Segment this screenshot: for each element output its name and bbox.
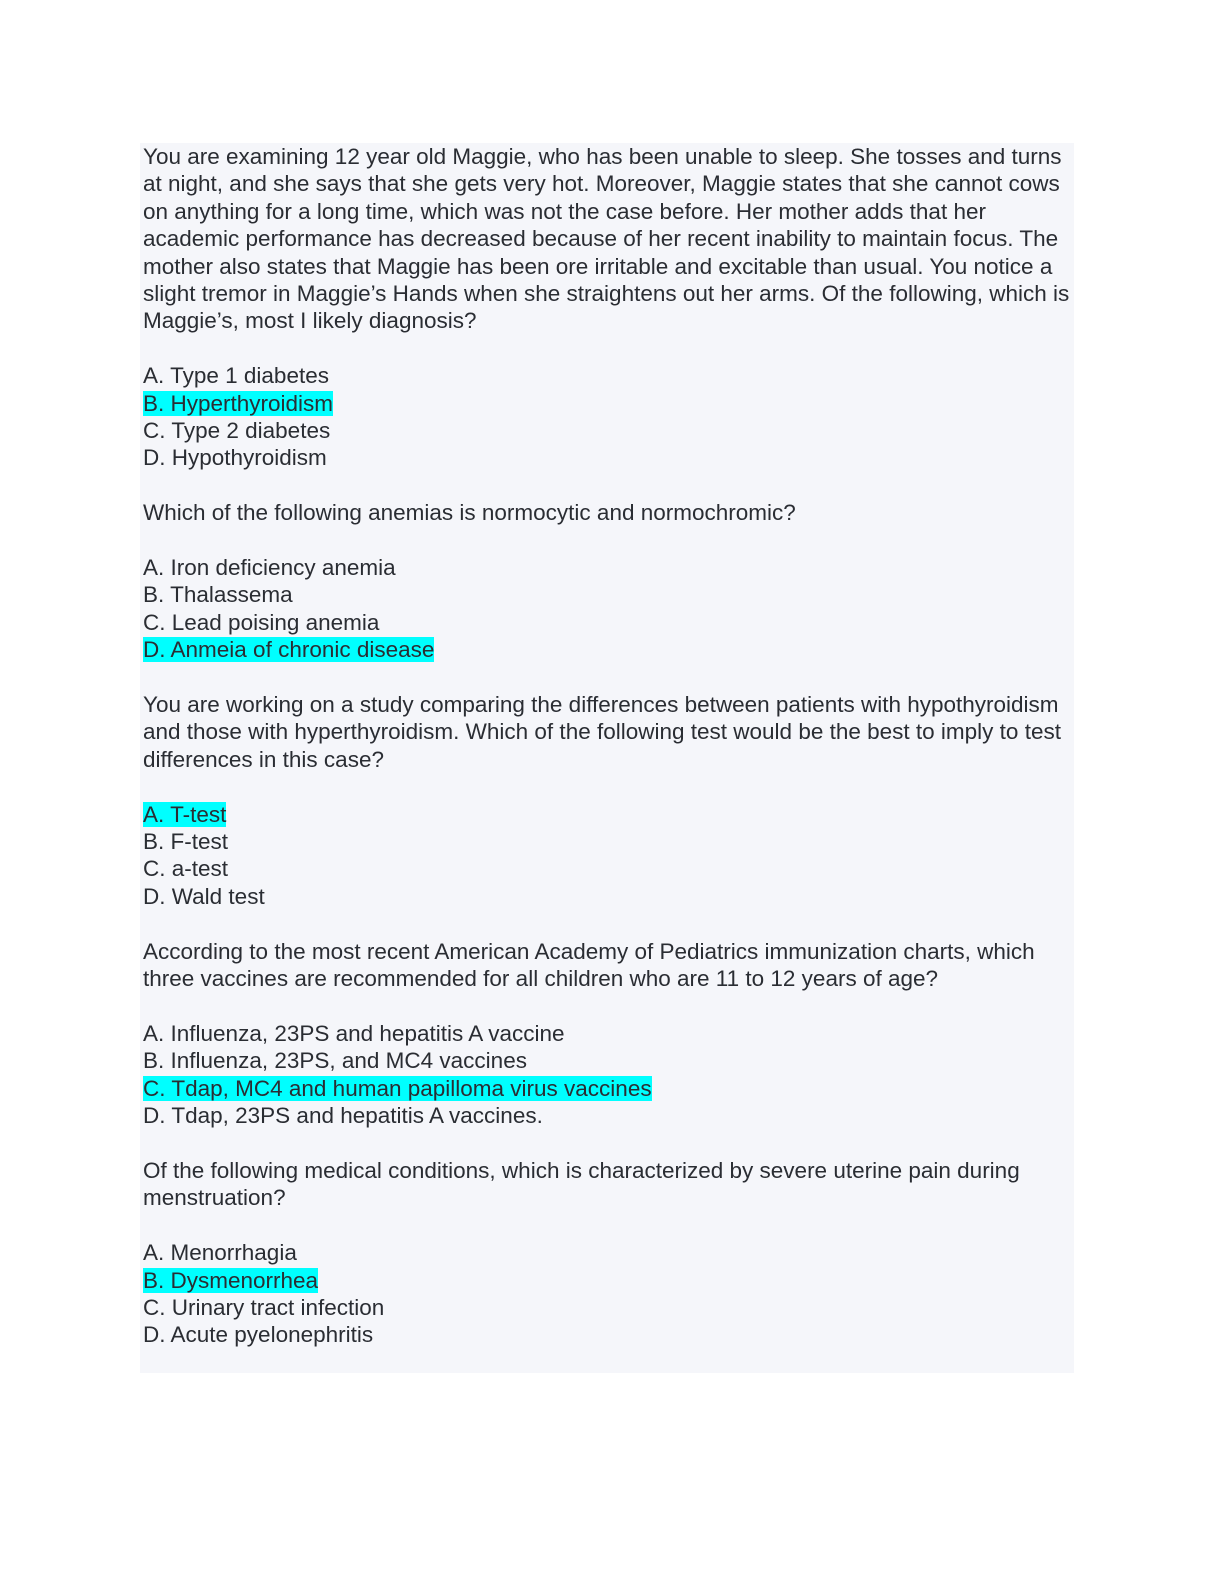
- answer-options: [143, 554, 1073, 664]
- answer-option: A. Type 1 diabetes: [143, 363, 329, 389]
- answer-option-highlighted: C. Tdap, MC4 and human papilloma virus vaccines: [143, 1075, 652, 1101]
- answer-option: A. Influenza, 23PS and hepatitis A vaccine: [143, 1020, 565, 1046]
- answer-options: [143, 1239, 1073, 1349]
- answer-option: D. Hypothyroidism: [143, 445, 327, 471]
- answer-option: C. Urinary tract infection: [143, 1294, 385, 1320]
- answer-options: [143, 362, 1073, 472]
- answer-options: [143, 801, 1073, 911]
- answer-option: D. Acute pyelonephritis: [143, 1322, 374, 1348]
- answer-option: C. Lead poising anemia: [143, 609, 380, 635]
- answer-option: C. Type 2 diabetes: [143, 418, 331, 444]
- question-text: You are examining 12 year old Maggie, who has been unable to sleep. She tosses and turns at night, and she says that she gets very hot. Moreover, Maggie states that she cannot cows on anything for a long time, which was not the case before. Her mother adds that her academic performance has decreased because of her recent inability to maintain focus. The mother also states that Maggie has been ore irritable and excitable than usual. You notice a slight tremor in Maggie’s Hands when she straightens out her arms. Of the following, which is Maggie’s, most I likely diagnosis?: [143, 144, 1070, 334]
- answer-option-highlighted: B. Hyperthyroidism: [143, 390, 334, 416]
- answer-options: [143, 1020, 1073, 1130]
- answer-option: A. Menorrhagia: [143, 1240, 297, 1266]
- answer-option: A. Iron deficiency anemia: [143, 555, 396, 581]
- question-text: According to the most recent American Academy of Pediatrics immunization charts, which three vaccines are recommended for all children who are 11 to 12 years of age?: [143, 938, 1035, 992]
- question-text: You are working on a study comparing the differences between patients with hypothyroidism and those with hyperthyroidism. Which of the following test would be the best to imply to test differences in this case?: [143, 692, 1061, 772]
- answer-option: D. Tdap, 23PS and hepatitis A vaccines.: [143, 1103, 543, 1129]
- question-text: Which of the following anemias is normocytic and normochromic?: [143, 500, 796, 526]
- answer-option: B. Influenza, 23PS, and MC4 vaccines: [143, 1048, 527, 1074]
- answer-option-highlighted: A. T-test: [143, 801, 227, 827]
- answer-option: B. F-test: [143, 829, 229, 855]
- answer-option: D. Wald test: [143, 883, 265, 909]
- answer-option-highlighted: B. Dysmenorrhea: [143, 1267, 319, 1293]
- question-text: Of the following medical conditions, which is characterized by severe uterine pain during menstruation?: [143, 1157, 1020, 1211]
- answer-option-highlighted: D. Anmeia of chronic disease: [143, 637, 435, 663]
- answer-option: B. Thalassema: [143, 582, 293, 608]
- document-content: [143, 143, 1073, 1349]
- answer-option: C. a-test: [143, 856, 229, 882]
